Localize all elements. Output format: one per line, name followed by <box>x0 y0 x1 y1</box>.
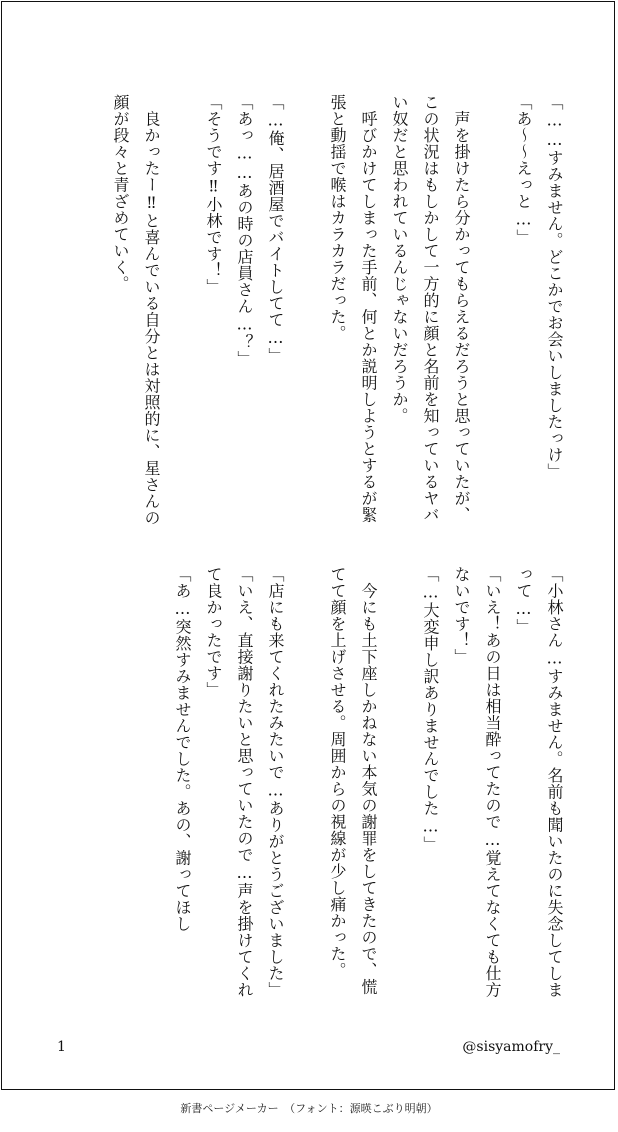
author-handle: @sisyamofry_ <box>462 1039 560 1055</box>
vertical-text-bottom-block: 「小林さん…すみません。名前も聞いたのに失念してしまって…」 「いえ！あの日は相当酔ってたので…覚えてなくても仕方ないです！」 「…大変申し訳ありませんでした…」 今にも土下座しかねない本気の謝罪をしてきたので、慌てて顔を上げさせる。周囲からの視線が少し痛かった。 「店にも来てくれたみたいで…ありがとうございました」 「いえ、直接謝りたいと思っていたので…声を掛けてくれて良かったです」 「あ…突然すみませんでした。あの、謝ってほし <box>173 566 564 998</box>
footer-credit: 新書ページメーカー （フォント：源暎こぶり明朝） <box>180 1102 438 1115</box>
page-number: 1 <box>57 1039 66 1055</box>
vertical-text-top-block: 「……すみません。どこかでお会いしましたっけ」 「あ〜〜えっと…」 声を掛けたら分かってもらえるだろうと思っていたが、この状況はもしかして一方的に顔と名前を知っているヤバい奴だと思われているんじゃないだろうか。 呼びかけてしまった手前、何とか説明しようとするが緊張と動揺で喉はカラカラだった。 「…俺、居酒屋でバイトしてて…」 「あっ……あの時の店員さん…？」 「そうです‼小林です！」 良かったー‼と喜んでいる自分とは対照的に、星さんの顔が段々と青ざめていく。 <box>111 94 564 526</box>
page-frame <box>1 1 615 1090</box>
